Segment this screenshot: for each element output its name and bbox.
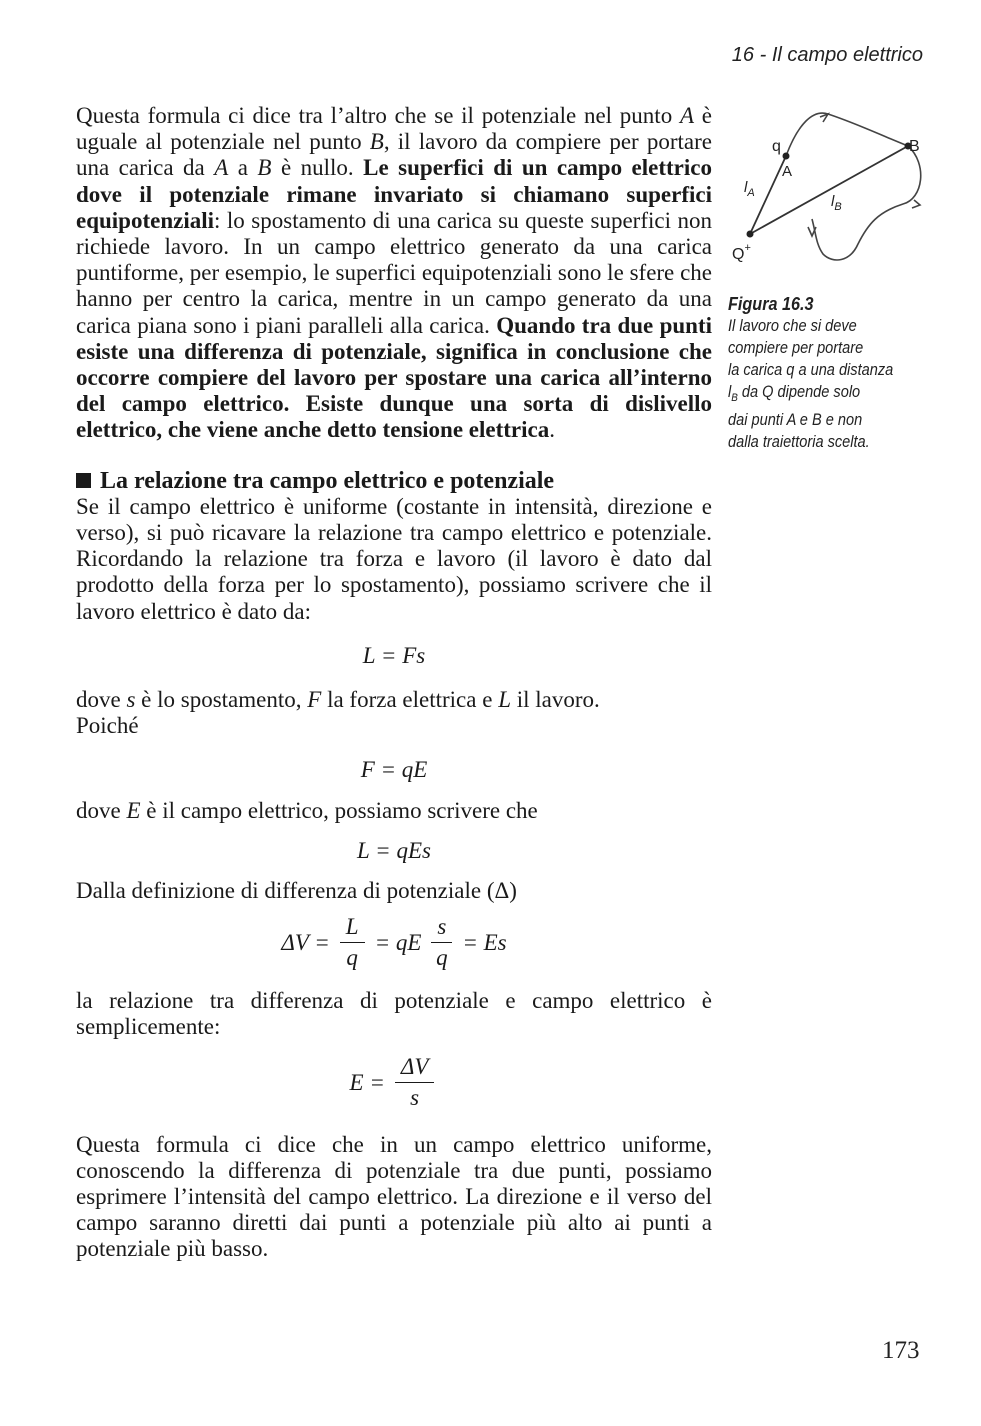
curved-path-upper	[786, 113, 908, 156]
label-lB: $l_B$	[831, 193, 842, 213]
equation-deltaV: ΔV = $\frac{L}{q}$ = qE $\frac{s}{q}$ = Es	[281, 914, 507, 971]
equation-L-Fs: L = Fs	[362, 642, 426, 668]
label-q: q	[772, 138, 781, 155]
point-A	[783, 153, 790, 160]
paragraph-dove-E: dove E è il campo elettrico, possiamo scrivere che	[76, 797, 538, 823]
line-lB	[750, 146, 908, 234]
paragraph-relazione-semplice: la relazione tra differenza di potenziale e campo elettrico è semplicemente:	[76, 987, 712, 1039]
paragraph-dove-s: dove s è lo spostamento, F la forza elettrica e L il lavoro. Poiché	[76, 687, 600, 739]
fraction-L-over-q: $\frac{L}{q}$	[340, 914, 365, 971]
equation-L-qEs: L = qEs	[357, 837, 431, 863]
equation-E-deltaV-over-s: E = $\frac{\Delta V}{s}$	[76, 1054, 712, 1111]
caption-title: Figura 16.3	[728, 294, 814, 314]
running-header: 16 - Il campo elettrico	[731, 44, 923, 66]
caption-line: $l_B$ da Q dipende solo	[728, 383, 861, 405]
page-number: 173	[882, 1337, 920, 1364]
label-B: B	[909, 138, 920, 155]
equation-F-qE: F = qE	[360, 757, 428, 783]
paragraph-equipotential: Questa formula ci dice tra l’altro che se il potenziale nel punto A è uguale al potenziale nel punto B, il lavoro da compiere per portare una carica da A a B è nullo. Le superfici di un campo elettrico dove il potenziale rimane invariato si chiamano superfici equipotenziali: lo spostamento di una carica su queste superfici non richiede lavoro. In un campo elettrico generato da una carica puntiforme, per esempio, le superfici equipotenziali sono le sfere che hanno per centro la carica, mentre in un campo generato da una carica piana sono i piani paralleli alla carica. Quando tra due punti esiste una differenza di potenziale, significa in conclusione che occorre compiere del lavoro per spostare una carica all’interno del campo elettrico. Esiste dunque una sorta di dislivello elettrico, che viene anche detto tensione elettrica.	[76, 103, 712, 443]
label-Q: Q+	[732, 242, 751, 263]
paragraph-definizione: Dalla definizione di differenza di potenziale (Δ)	[76, 878, 517, 904]
figure-16-3	[728, 104, 928, 274]
paragraph-conclusione: Questa formula ci dice che in un campo elettrico uniforme, conoscendo la differenza di potenziale tra due punti, possiamo esprimere l’intensità del campo elettrico. La direzione e il verso del campo saranno diretti dai punti a potenziale più alto ai punti a potenziale più basso.	[76, 1131, 712, 1262]
label-lA: $l_A$	[744, 179, 755, 199]
fraction-deltaV-over-s: $\frac{\Delta V}{s}$	[395, 1054, 435, 1111]
label-A: A	[782, 163, 793, 180]
path-diagram	[728, 104, 928, 274]
arrow-right	[912, 200, 920, 208]
arrow-upper	[820, 114, 828, 122]
line-lA	[750, 156, 786, 234]
paragraph-relation: Se il campo elettrico è uniforme (costante in intensità, direzione e verso), si può ricavare la relazione tra campo elettrico e potenziale. Ricordando la relazione tra forza e lavoro (il lavoro è dato dal prodotto della forza per lo spostamento), possiamo scrivere che il lavoro elettrico è dato da:	[76, 493, 712, 624]
caption-line: la carica q a una distanza	[728, 361, 894, 379]
caption-line: dalla traiettoria scelta.	[728, 433, 870, 452]
point-Q	[747, 231, 754, 238]
main-text-column	[76, 103, 712, 1263]
caption-line: compiere per portare	[728, 339, 864, 357]
caption-line: Il lavoro che si deve	[728, 317, 857, 335]
caption-line: dai punti A e B e non	[728, 411, 863, 430]
fraction-s-over-q: $\frac{s}{q}$	[431, 914, 452, 971]
curved-path-lower	[812, 146, 921, 260]
square-bullet-icon	[76, 473, 91, 488]
section-heading: La relazione tra campo elettrico e potenziale	[76, 468, 712, 494]
figure-caption	[728, 293, 908, 453]
